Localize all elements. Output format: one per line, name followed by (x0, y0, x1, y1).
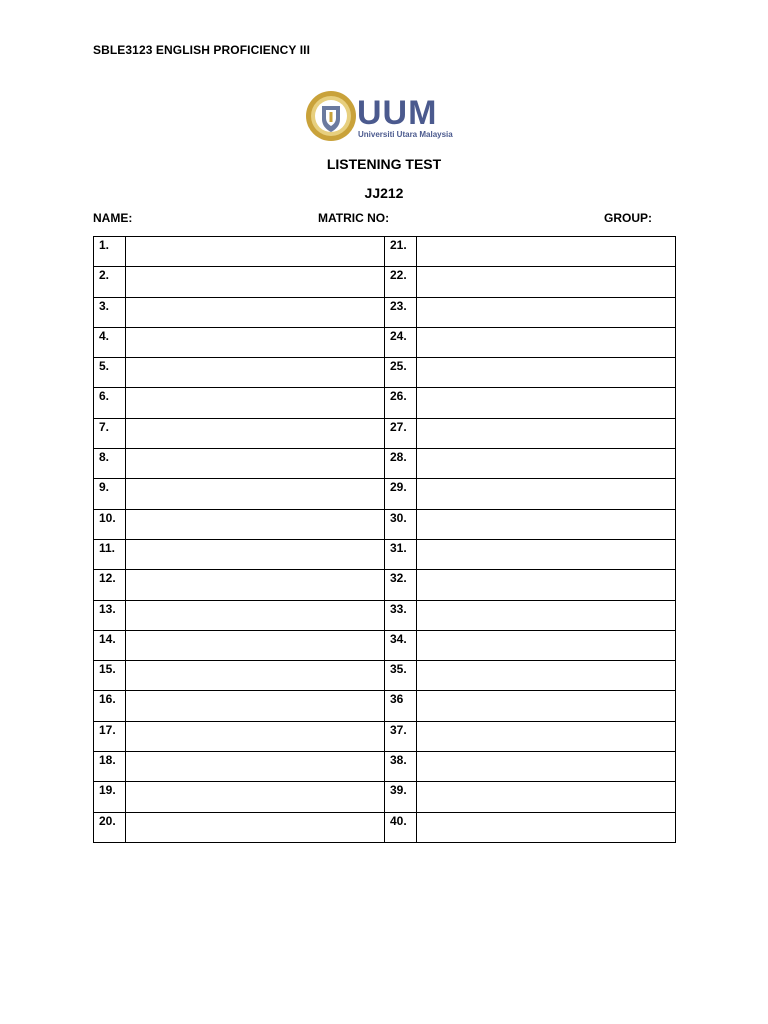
answer-field[interactable] (417, 267, 676, 297)
uum-subtitle: Universiti Utara Malaysia (358, 130, 453, 139)
question-number: 33. (385, 600, 417, 630)
answer-row (94, 600, 676, 630)
question-number: 32. (385, 570, 417, 600)
answer-field[interactable] (126, 691, 385, 721)
question-number: 4. (94, 327, 126, 357)
question-number: 5. (94, 358, 126, 388)
question-number: 40. (385, 812, 417, 842)
question-number: 18. (94, 752, 126, 782)
answer-row (94, 418, 676, 448)
answer-field[interactable] (126, 539, 385, 569)
answer-row (94, 782, 676, 812)
answer-field[interactable] (126, 297, 385, 327)
answer-field[interactable] (417, 721, 676, 751)
question-number: 35. (385, 661, 417, 691)
answer-field[interactable] (417, 297, 676, 327)
question-number: 26. (385, 388, 417, 418)
group-label: GROUP: (604, 211, 652, 225)
answer-field[interactable] (126, 812, 385, 842)
answer-field[interactable] (126, 237, 385, 267)
question-number: 21. (385, 237, 417, 267)
answer-row (94, 479, 676, 509)
answer-row (94, 539, 676, 569)
question-number: 17. (94, 721, 126, 751)
uum-logo (305, 86, 465, 146)
question-number: 36 (385, 691, 417, 721)
answer-field[interactable] (126, 509, 385, 539)
answer-field[interactable] (417, 449, 676, 479)
question-number: 13. (94, 600, 126, 630)
answer-row (94, 449, 676, 479)
question-number: 9. (94, 479, 126, 509)
question-number: 23. (385, 297, 417, 327)
answer-row (94, 297, 676, 327)
answer-row (94, 721, 676, 751)
question-number: 38. (385, 752, 417, 782)
matric-no-label: MATRIC NO: (318, 211, 390, 225)
answer-row (94, 661, 676, 691)
answer-field[interactable] (126, 600, 385, 630)
answer-row (94, 691, 676, 721)
answer-field[interactable] (417, 418, 676, 448)
question-number: 39. (385, 782, 417, 812)
answer-field[interactable] (417, 570, 676, 600)
question-number: 24. (385, 327, 417, 357)
answer-field[interactable] (417, 388, 676, 418)
answer-row (94, 630, 676, 660)
question-number: 12. (94, 570, 126, 600)
answer-field[interactable] (417, 358, 676, 388)
answer-sheet-table (93, 236, 676, 843)
question-number: 27. (385, 418, 417, 448)
answer-field[interactable] (126, 721, 385, 751)
answer-field[interactable] (126, 782, 385, 812)
answer-row (94, 388, 676, 418)
question-number: 14. (94, 630, 126, 660)
question-number: 28. (385, 449, 417, 479)
answer-field[interactable] (126, 570, 385, 600)
answer-field[interactable] (417, 600, 676, 630)
answer-row (94, 358, 676, 388)
answer-field[interactable] (417, 691, 676, 721)
answer-field[interactable] (126, 327, 385, 357)
question-number: 2. (94, 267, 126, 297)
answer-field[interactable] (417, 237, 676, 267)
question-number: 34. (385, 630, 417, 660)
answer-row (94, 509, 676, 539)
question-number: 15. (94, 661, 126, 691)
question-number: 6. (94, 388, 126, 418)
answer-field[interactable] (417, 661, 676, 691)
answer-row (94, 570, 676, 600)
question-number: 19. (94, 782, 126, 812)
answer-field[interactable] (417, 630, 676, 660)
answer-field[interactable] (417, 812, 676, 842)
answer-field[interactable] (417, 509, 676, 539)
answer-field[interactable] (417, 539, 676, 569)
answer-field[interactable] (126, 418, 385, 448)
question-number: 3. (94, 297, 126, 327)
question-number: 25. (385, 358, 417, 388)
answer-field[interactable] (417, 782, 676, 812)
test-title: LISTENING TEST (326, 156, 442, 172)
question-number: 8. (94, 449, 126, 479)
answer-field[interactable] (126, 358, 385, 388)
answer-field[interactable] (126, 479, 385, 509)
question-number: 31. (385, 539, 417, 569)
answer-row (94, 237, 676, 267)
answer-field[interactable] (126, 752, 385, 782)
answer-field[interactable] (126, 267, 385, 297)
question-number: 30. (385, 509, 417, 539)
question-number: 20. (94, 812, 126, 842)
answer-row (94, 752, 676, 782)
question-number: 29. (385, 479, 417, 509)
answer-field[interactable] (417, 752, 676, 782)
question-number: 7. (94, 418, 126, 448)
answer-field[interactable] (126, 449, 385, 479)
answer-row (94, 267, 676, 297)
question-number: 11. (94, 539, 126, 569)
answer-field[interactable] (417, 479, 676, 509)
question-number: 16. (94, 691, 126, 721)
question-number: 1. (94, 237, 126, 267)
answer-field[interactable] (126, 388, 385, 418)
course-header: SBLE3123 ENGLISH PROFICIENCY III (93, 43, 311, 57)
name-label: NAME: (93, 211, 133, 225)
answer-field[interactable] (126, 630, 385, 660)
question-number: 22. (385, 267, 417, 297)
uum-wordmark: UUM (357, 94, 438, 132)
answer-field[interactable] (417, 327, 676, 357)
question-number: 37. (385, 721, 417, 751)
uum-emblem-icon (306, 91, 356, 141)
answer-field[interactable] (126, 661, 385, 691)
answer-row (94, 327, 676, 357)
test-code: JJ212 (364, 185, 404, 201)
question-number: 10. (94, 509, 126, 539)
answer-row (94, 812, 676, 842)
